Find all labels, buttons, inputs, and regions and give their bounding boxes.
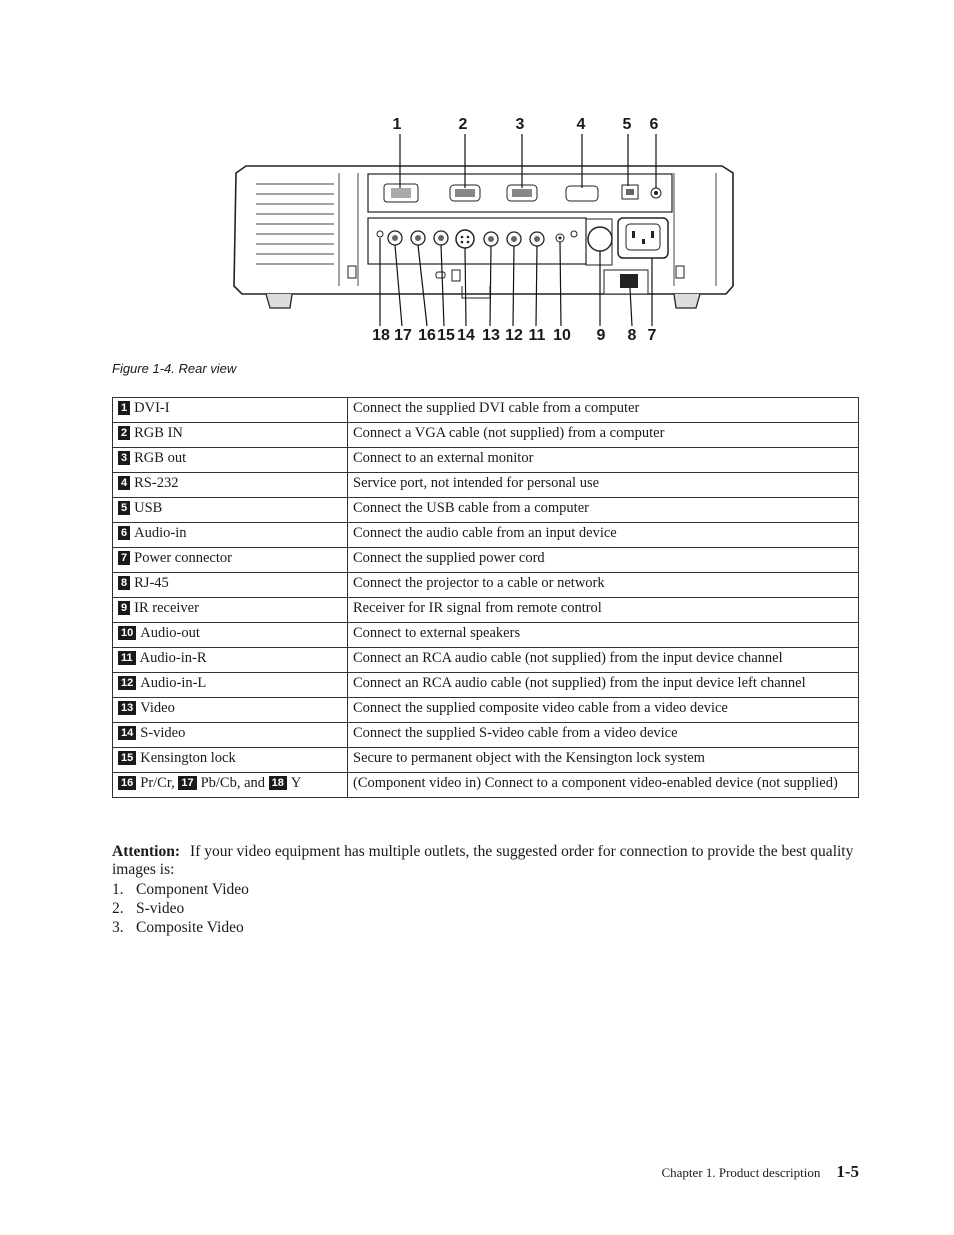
port-description: (Component video in) Connect to a component video-enabled device (not supplied) <box>348 773 859 798</box>
table-row <box>113 723 859 748</box>
callout-badge: 13 <box>118 701 136 715</box>
list-text: S-video <box>136 900 185 917</box>
callout-badge: 14 <box>118 726 136 740</box>
page-footer <box>600 1162 859 1182</box>
ports-table <box>112 397 859 798</box>
port-name: RGB out <box>134 450 187 466</box>
attention-note <box>112 843 872 879</box>
port-name: Kensington lock <box>140 750 236 766</box>
table-row <box>113 473 859 498</box>
port-name: USB <box>134 500 163 516</box>
attention-label: Attention: <box>112 843 181 860</box>
port-description: Connect the supplied S-video cable from a video device <box>348 723 859 748</box>
port-name: IR receiver <box>134 600 199 616</box>
callout-badge: 3 <box>118 451 130 465</box>
chapter-title: Chapter 1. Product description <box>661 1165 821 1180</box>
callout-badge: 8 <box>118 576 130 590</box>
port-description: Connect an RCA audio cable (not supplied) from the input device channel <box>348 648 859 673</box>
callout-number: 5 <box>622 116 632 133</box>
callout-number: 12 <box>505 327 523 344</box>
port-description: Connect the USB cable from a computer <box>348 498 859 523</box>
port-description: Receiver for IR signal from remote control <box>348 598 859 623</box>
port-name: Audio-in-L <box>140 675 207 691</box>
table-row <box>113 698 859 723</box>
port-name: Pr/Cr, <box>140 775 175 791</box>
callout-badge: 10 <box>118 626 136 640</box>
port-name: Audio-in-R <box>139 650 207 666</box>
port-description: Connect the supplied power cord <box>348 548 859 573</box>
callout-badge: 17 <box>178 776 196 790</box>
port-name: S-video <box>140 725 186 741</box>
callout-number: 14 <box>457 327 475 344</box>
callout-badge: 11 <box>118 651 136 665</box>
callout-number: 2 <box>458 116 468 133</box>
table-row <box>113 573 859 598</box>
callout-number: 16 <box>418 327 436 344</box>
list-item <box>112 880 249 899</box>
list-item <box>112 899 249 918</box>
table-row <box>113 448 859 473</box>
callout-badge: 4 <box>118 476 130 490</box>
list-text: Component Video <box>136 881 249 898</box>
callout-number: 13 <box>482 327 500 344</box>
projector-rear-illustration <box>226 108 742 348</box>
table-row <box>113 598 859 623</box>
port-name: Audio-in <box>134 525 187 541</box>
callout-badge: 6 <box>118 526 130 540</box>
table-row <box>113 523 859 548</box>
callout-number: 6 <box>649 116 659 133</box>
callout-badge: 16 <box>118 776 136 790</box>
table-row <box>113 673 859 698</box>
figure-caption: Figure 1-4. Rear view <box>112 361 237 376</box>
callout-number: 8 <box>627 327 637 344</box>
table-row <box>113 773 859 798</box>
callout-badge: 5 <box>118 501 130 515</box>
table-row <box>113 398 859 423</box>
port-description: Connect an RCA audio cable (not supplied) from the input device left channel <box>348 673 859 698</box>
port-description: Connect the audio cable from an input device <box>348 523 859 548</box>
callout-number: 11 <box>528 327 546 344</box>
table-row <box>113 548 859 573</box>
port-description: Connect a VGA cable (not supplied) from a computer <box>348 423 859 448</box>
callout-badge: 15 <box>118 751 136 765</box>
table-row <box>113 648 859 673</box>
table-row <box>113 498 859 523</box>
connection-order-list <box>112 880 249 937</box>
list-number: 1. <box>112 881 124 898</box>
callout-badge: 1 <box>118 401 130 415</box>
callout-number: 1 <box>392 116 402 133</box>
port-name: Power connector <box>134 550 232 566</box>
table-row <box>113 748 859 773</box>
port-name: Video <box>140 700 175 716</box>
callout-badge: 7 <box>118 551 130 565</box>
list-number: 2. <box>112 900 124 917</box>
port-description: Connect to external speakers <box>348 623 859 648</box>
callout-number: 17 <box>394 327 412 344</box>
callout-number: 3 <box>515 116 525 133</box>
callout-badge: 9 <box>118 601 130 615</box>
port-description: Connect the projector to a cable or network <box>348 573 859 598</box>
port-name: Y <box>290 775 302 791</box>
port-name: Audio-out <box>140 625 200 641</box>
list-number: 3. <box>112 919 124 936</box>
port-description: Secure to permanent object with the Kensington lock system <box>348 748 859 773</box>
callout-number: 4 <box>576 116 586 133</box>
callout-badge: 12 <box>118 676 136 690</box>
callout-number: 7 <box>647 327 657 344</box>
port-name: RJ-45 <box>134 575 169 591</box>
port-name: Pb/Cb, and <box>200 775 266 791</box>
table-row <box>113 423 859 448</box>
callout-badge: 18 <box>269 776 287 790</box>
callout-number: 15 <box>437 327 455 344</box>
port-description: Connect to an external monitor <box>348 448 859 473</box>
callout-badge: 2 <box>118 426 130 440</box>
port-name: RGB IN <box>134 425 183 441</box>
callout-number: 10 <box>553 327 571 344</box>
callout-number: 18 <box>372 327 390 344</box>
list-item <box>112 918 249 937</box>
port-name: RS-232 <box>134 475 179 491</box>
table-row <box>113 623 859 648</box>
rear-view-figure <box>226 108 742 348</box>
port-description: Connect the supplied DVI cable from a computer <box>348 398 859 423</box>
port-name: DVI-I <box>134 400 170 416</box>
page-number: 1-5 <box>836 1162 859 1181</box>
list-text: Composite Video <box>136 919 244 936</box>
port-description: Service port, not intended for personal use <box>348 473 859 498</box>
port-description: Connect the supplied composite video cable from a video device <box>348 698 859 723</box>
callout-number: 9 <box>596 327 606 344</box>
attention-text: If your video equipment has multiple outlets, the suggested order for connection to provide the best quality images is: <box>112 843 854 878</box>
